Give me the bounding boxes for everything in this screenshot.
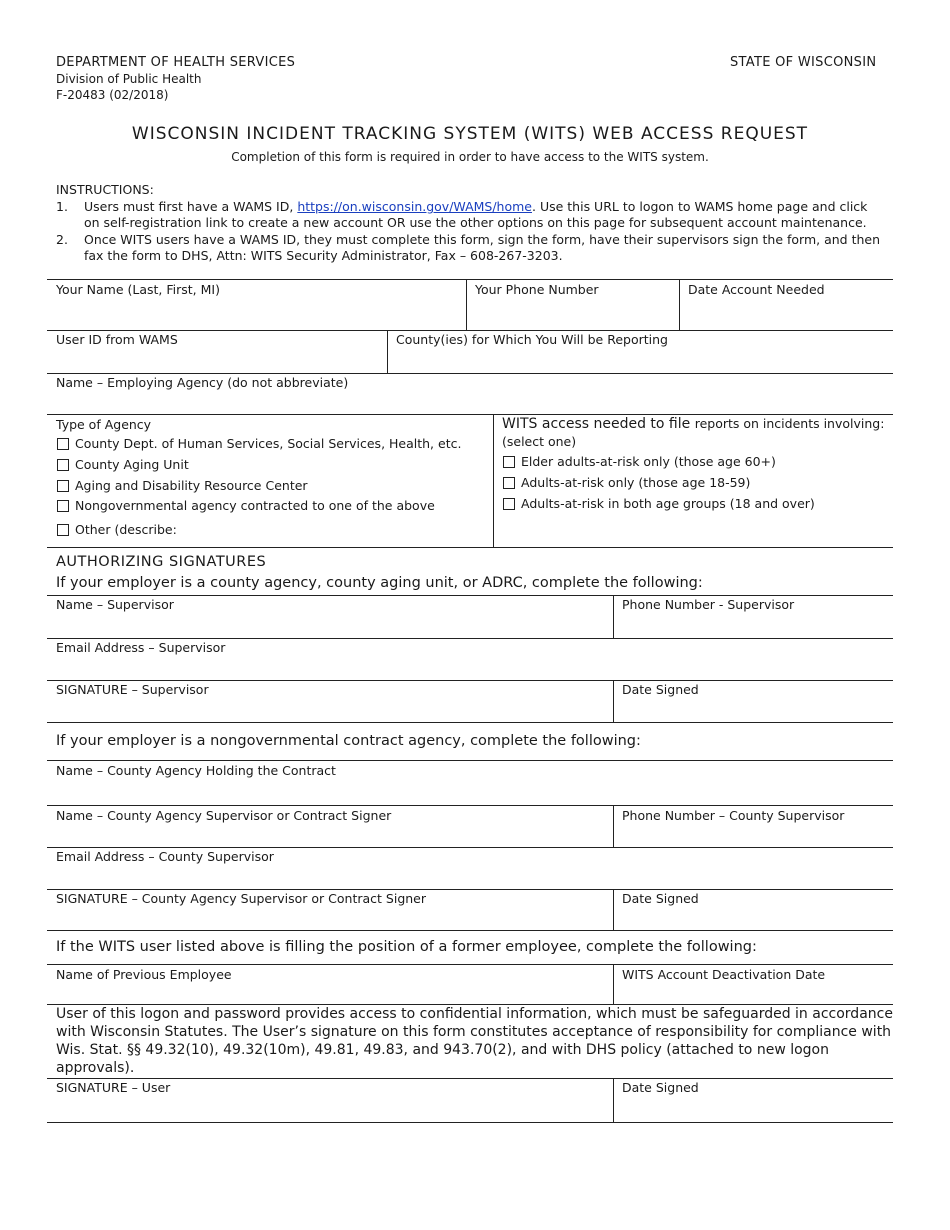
- checkbox[interactable]: [503, 477, 515, 489]
- access-option-adults[interactable]: [503, 475, 750, 491]
- confidentiality-line-1: User of this logon and password provides access to confidential information, which must be safeguarded in accordance: [56, 1006, 893, 1022]
- rule: [47, 330, 893, 331]
- user-signature-field[interactable]: SIGNATURE – User: [56, 1080, 171, 1095]
- divider: [613, 595, 614, 638]
- option-label: County Aging Unit: [75, 457, 189, 472]
- divider: [387, 330, 388, 373]
- agency-option-adrc[interactable]: [57, 478, 308, 494]
- county-supervisor-email-field[interactable]: Email Address – County Supervisor: [56, 849, 274, 864]
- checkbox[interactable]: [503, 456, 515, 468]
- supervisor-name-field[interactable]: Name – Supervisor: [56, 597, 174, 612]
- instruction-number-1: 1.: [56, 199, 68, 214]
- option-label: Aging and Disability Resource Center: [75, 478, 308, 493]
- divider: [613, 889, 614, 930]
- your-name-field[interactable]: Your Name (Last, First, MI): [56, 282, 220, 297]
- option-label: Other (describe:: [75, 522, 177, 537]
- access-option-elder[interactable]: [503, 454, 776, 470]
- supervisor-phone-field[interactable]: Phone Number - Supervisor: [622, 597, 795, 612]
- instruction-number-2: 2.: [56, 232, 68, 247]
- confidentiality-line-2: with Wisconsin Statutes. The User’s signature on this form constitutes acceptance of responsibility for compliance with: [56, 1024, 892, 1040]
- checkbox[interactable]: [57, 459, 69, 471]
- instructions-heading: INSTRUCTIONS:: [56, 182, 154, 197]
- date-needed-field[interactable]: Date Account Needed: [688, 282, 825, 297]
- department-name: DEPARTMENT OF HEALTH SERVICES: [56, 55, 296, 70]
- division-name: Division of Public Health: [56, 72, 202, 86]
- page-subtitle: Completion of this form is required in order to have access to the WITS system.: [231, 150, 709, 164]
- divider: [493, 414, 494, 547]
- rule: [47, 547, 893, 548]
- confidentiality-line-4: approvals).: [56, 1060, 135, 1076]
- user-date-signed-field[interactable]: Date Signed: [622, 1080, 699, 1095]
- county-supervisor-phone-field[interactable]: Phone Number – County Supervisor: [622, 808, 845, 823]
- deactivation-date-field[interactable]: WITS Account Deactivation Date: [622, 967, 826, 982]
- agency-type-label: Type of Agency: [56, 417, 152, 432]
- rule: [47, 680, 893, 681]
- previous-employee-field[interactable]: Name of Previous Employee: [56, 967, 232, 982]
- rule: [47, 889, 893, 890]
- divider: [613, 680, 614, 722]
- supervisor-email-field[interactable]: Email Address – Supervisor: [56, 640, 226, 655]
- agency-option-other[interactable]: [57, 522, 177, 538]
- form-number: F-20483 (02/2018): [56, 88, 169, 102]
- instruction-2-line-1: Once WITS users have a WAMS ID, they must complete this form, sign the form, have their supervisors sign the form, and then: [84, 232, 881, 247]
- employing-agency-field[interactable]: Name – Employing Agency (do not abbreviate): [56, 375, 349, 390]
- checkbox[interactable]: [57, 438, 69, 450]
- divider: [613, 964, 614, 1004]
- option-label: Elder adults-at-risk only (those age 60+): [521, 454, 776, 469]
- divider: [466, 279, 467, 330]
- wits-access-label-main: WITS access needed to file: [502, 416, 695, 432]
- instruction-2-line-2: fax the form to DHS, Attn: WITS Security Administrator, Fax – 608-267-3203.: [84, 248, 563, 263]
- wits-access-label-rest: reports on incidents involving:: [694, 416, 885, 431]
- instruction-1-post: . Use this URL to logon to WAMS home page and click: [532, 199, 868, 214]
- rule: [47, 414, 893, 415]
- user-id-field[interactable]: User ID from WAMS: [56, 332, 178, 347]
- rule: [47, 805, 893, 806]
- checkbox[interactable]: [57, 524, 69, 536]
- instruction-1-pre: Users must first have a WAMS ID,: [84, 199, 298, 214]
- rule: [47, 930, 893, 931]
- former-employee-intro: If the WITS user listed above is filling the position of a former employee, complete the following:: [56, 939, 757, 955]
- rule: [47, 760, 893, 761]
- agency-option-nongovernmental[interactable]: [57, 498, 435, 514]
- agency-option-county-dept[interactable]: [57, 436, 461, 452]
- option-label: County Dept. of Human Services, Social Services, Health, etc.: [75, 436, 462, 451]
- rule: [47, 964, 893, 965]
- option-label: Adults-at-risk in both age groups (18 and over): [521, 496, 815, 511]
- checkbox[interactable]: [503, 498, 515, 510]
- page-title: WISCONSIN INCIDENT TRACKING SYSTEM (WITS) WEB ACCESS REQUEST: [131, 124, 809, 144]
- wams-link[interactable]: https://on.wisconsin.gov/WAMS/home: [297, 199, 532, 214]
- rule: [47, 595, 893, 596]
- rule: [47, 722, 893, 723]
- option-label: Adults-at-risk only (those age 18-59): [521, 475, 751, 490]
- rule: [47, 373, 893, 374]
- signatures-heading: AUTHORIZING SIGNATURES: [56, 554, 267, 570]
- county-supervisor-name-field[interactable]: Name – County Agency Supervisor or Contract Signer: [56, 808, 392, 823]
- access-option-both[interactable]: [503, 496, 815, 512]
- your-phone-field[interactable]: Your Phone Number: [475, 282, 599, 297]
- divider: [679, 279, 680, 330]
- option-label: Nongovernmental agency contracted to one of the above: [75, 498, 435, 513]
- counties-field[interactable]: County(ies) for Which You Will be Reporting: [396, 332, 668, 347]
- wits-access-select-one: (select one): [502, 434, 577, 449]
- rule: [47, 847, 893, 848]
- state-name: STATE OF WISCONSIN: [730, 55, 877, 70]
- rule: [47, 1078, 893, 1079]
- county-date-signed-field[interactable]: Date Signed: [622, 891, 699, 906]
- divider: [613, 1078, 614, 1122]
- rule: [47, 638, 893, 639]
- checkbox[interactable]: [57, 500, 69, 512]
- checkbox[interactable]: [57, 480, 69, 492]
- ngo-intro: If your employer is a nongovernmental contract agency, complete the following:: [56, 733, 641, 749]
- county-signature-field[interactable]: SIGNATURE – County Agency Supervisor or Contract Signer: [56, 891, 427, 906]
- wits-access-label: [502, 416, 884, 432]
- county-intro: If your employer is a county agency, county aging unit, or ADRC, complete the following:: [56, 575, 703, 591]
- county-agency-contract-field[interactable]: Name – County Agency Holding the Contract: [56, 763, 336, 778]
- agency-option-aging-unit[interactable]: [57, 457, 189, 473]
- rule: [47, 279, 893, 280]
- supervisor-date-signed-field[interactable]: Date Signed: [622, 682, 699, 697]
- supervisor-signature-field[interactable]: SIGNATURE – Supervisor: [56, 682, 209, 697]
- divider: [613, 805, 614, 847]
- rule: [47, 1122, 893, 1123]
- instruction-1-line-1: [84, 199, 867, 215]
- confidentiality-line-3: Wis. Stat. §§ 49.32(10), 49.32(10m), 49.81, 49.83, and 943.70(2), and with DHS policy (attached to new logon: [56, 1042, 829, 1058]
- instruction-1-line-2: on self-registration link to create a new account OR use the other options on this page for subsequent account maintenance.: [84, 215, 867, 230]
